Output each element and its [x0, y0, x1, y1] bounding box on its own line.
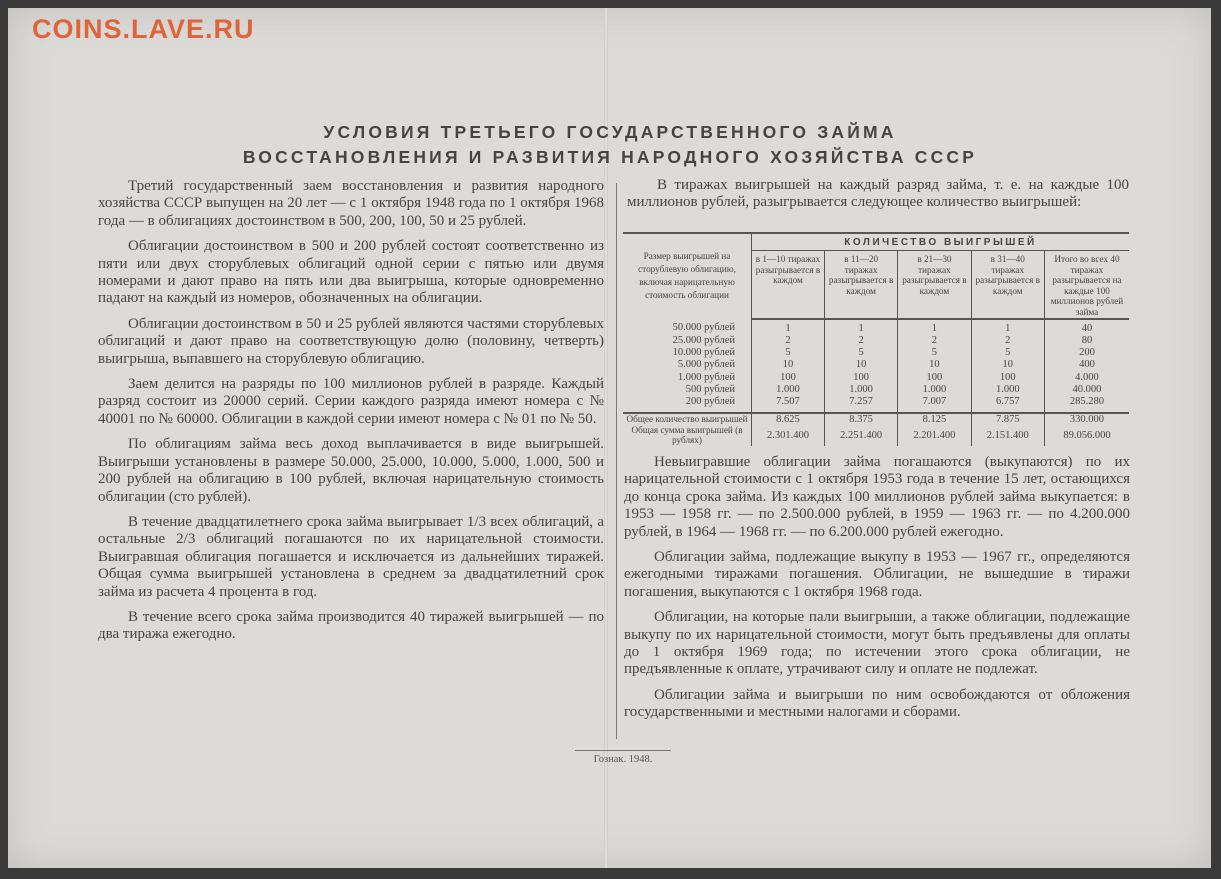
table-cell: 10 — [971, 359, 1044, 371]
table-cell: 1 — [824, 319, 897, 335]
right-column — [624, 454, 1130, 730]
table-row — [623, 335, 1129, 347]
table-cell: 4.000 — [1044, 372, 1129, 384]
table-cell: 1.000 — [824, 384, 897, 396]
table-total-row — [623, 413, 1129, 425]
total-cell: 7.875 — [971, 413, 1044, 425]
table-cell: 80 — [1044, 335, 1129, 347]
left-paragraph: В течение двадцатилетнего срока займа выигрывает 1/3 всех облигаций, а остальные 2/3 облигаций погашаются по их нарицательной стоимости. Выигравшая облигация погашается и исключается из дальнейших тиражей. Общая сумма выигрышей установлена в среднем за двадцатилетний срок займа из расчета 4 процента в год. — [98, 513, 604, 600]
table-cell: 7.257 — [824, 396, 897, 412]
table-cell: 5 — [824, 347, 897, 359]
table-cell: 40 — [1044, 319, 1129, 335]
table-cell: 1.000 — [752, 384, 825, 396]
table-cell: 100 — [971, 372, 1044, 384]
table-row — [623, 319, 1129, 335]
total-cell: 2.251.400 — [824, 425, 897, 446]
right-paragraph: Облигации займа и выигрыши по ним освобождаются от обложения государственными и местными налогами и сборами. — [624, 686, 1130, 721]
left-paragraph: Облигации достоинством в 50 и 25 рублей являются частями сторублевых облигаций и дают право на соответствующую долю (половину, четверть) выигрыша, выпавшего на сторублевую облигацию. — [98, 315, 604, 367]
table-row — [623, 384, 1129, 396]
total-cell: 8.125 — [898, 413, 971, 425]
total-cell: 2.301.400 — [752, 425, 825, 446]
table-cell: 100 — [752, 372, 825, 384]
row-label: 25.000 рублей — [672, 334, 735, 346]
table-row — [623, 396, 1129, 412]
table-subheader: Итого во всех 40 тиражах разыгрывается на каждые 100 миллионов рублей займа — [1044, 251, 1129, 319]
left-paragraph: Облигации достоинством в 500 и 200 рублей состоят соответственно из пяти или двух сторублевых облигаций одной серии с пятью или двумя номерами и дают право на пять или два выигрыша, которые одновременно падают на каждый из номеров, обозначенных на облигации. — [98, 238, 604, 307]
table-subheader: в 31—40 тиражах разыгрывается в каждом — [971, 251, 1044, 319]
table-row — [623, 347, 1129, 359]
table-cell: 2 — [824, 335, 897, 347]
table-cell: 400 — [1044, 359, 1129, 371]
total-cell: 8.625 — [752, 413, 825, 425]
table-cell: 10 — [898, 359, 971, 371]
printer-imprint: Гознак. 1948. — [575, 750, 671, 765]
table-cell: 100 — [898, 372, 971, 384]
right-paragraph: Облигации, на которые пали выигрыши, а также облигации, подлежащие выкупу по их нарицательной стоимости, могут быть предъявлены для оплаты до 1 октября 1969 года; по истечении этого срока облигации, не предъявленные к оплате, утрачивают силу и оплате не подлежат. — [624, 609, 1130, 678]
document-title-line-2: ВОССТАНОВЛЕНИЯ И РАЗВИТИЯ НАРОДНОГО ХОЗЯЙСТВА СССР — [242, 147, 978, 167]
table-header-prize-size: Размер выигрышей на сторублевую облигацию, включая нарицательную стоимость облигации — [638, 251, 736, 301]
left-paragraph: По облигациям займа весь доход выплачивается в виде выигрышей. Выигрыши установлены в размере 50.000, 25.000, 10.000, 5.000, 1.000, 500 и 200 рублей на облигацию в 100 рублей, включая нарицательную стоимость облигации (сто рублей). — [98, 436, 604, 505]
left-paragraph: Третий государственный заем восстановления и развития народного хозяйства СССР выпущен на 20 лет — с 1 октября 1948 года по 1 октября 1968 года — в облигациях достоинством в 500, 200, 100, 50 и 25 рублей. — [98, 178, 604, 229]
row-label: 1.000 рублей — [677, 371, 735, 383]
table-row — [623, 372, 1129, 384]
right-intro — [627, 177, 1129, 220]
table-row — [623, 359, 1129, 371]
table-cell: 7.507 — [752, 396, 825, 412]
right-paragraph: Облигации займа, подлежащие выкупу в 1953 — 1967 гг., определяются ежегодными тиражами погашения. Облигации, не вышедшие в тиражи погашения, выкупаются с 1 октября 1968 года. — [624, 549, 1130, 600]
document-title-line-1: УСЛОВИЯ ТРЕТЬЕГО ГОСУДАРСТВЕННОГО ЗАЙМА — [323, 122, 897, 142]
total-cell: 2.151.400 — [971, 425, 1044, 446]
table-cell: 1.000 — [971, 384, 1044, 396]
table-cell: 40.000 — [1044, 384, 1129, 396]
table-cell: 7.007 — [898, 396, 971, 412]
table-header-group: КОЛИЧЕСТВО ВЫИГРЫШЕЙ — [752, 234, 1130, 251]
right-paragraph: Невыигравшие облигации займа погашаются (выкупаются) по их нарицательной стоимости с 1 октября 1953 года в течение 15 лет, остающихся до конца срока займа. Из каждых 100 миллионов рублей займа выкупается: в 1953 — 1958 гг. — по 2.500.000 рублей, в 1959 — 1963 гг. — по 4.200.000 рублей, в 1964 — 1968 гг. — по 6.200.000 рублей ежегодно. — [624, 454, 1130, 540]
total-cell: 8.375 — [824, 413, 897, 425]
total-cell: 330.000 — [1044, 413, 1129, 425]
table-subheader: в 11—20 тиражах разыгрывается в каждом — [824, 251, 897, 319]
left-paragraph: В течение всего срока займа производится 40 тиражей выигрышей — по два тиража ежегодно. — [98, 608, 604, 643]
prize-table — [623, 232, 1129, 446]
left-column — [98, 178, 604, 652]
total-cell: 2.201.400 — [898, 425, 971, 446]
table-total-row — [623, 425, 1129, 446]
column-divider — [616, 183, 617, 739]
table-cell: 5 — [971, 347, 1044, 359]
table-cell: 285.280 — [1044, 396, 1129, 412]
table-cell: 1.000 — [898, 384, 971, 396]
table-cell: 5 — [752, 347, 825, 359]
table-subheader: в 21—30 тиражах разыгрывается в каждом — [898, 251, 971, 319]
row-label: 5.000 рублей — [677, 359, 735, 371]
total-cell: 89.056.000 — [1044, 425, 1129, 446]
table-cell: 2 — [898, 335, 971, 347]
table-cell: 1 — [898, 319, 971, 335]
table-cell: 200 — [1044, 347, 1129, 359]
row-label: 50.000 рублей — [672, 322, 735, 334]
total-label: Общая сумма выигрышей (в рублях) — [631, 424, 743, 446]
site-watermark: COINS.LAVE.RU — [32, 14, 255, 44]
right-intro-paragraph: В тиражах выигрышей на каждый разряд займа, т. е. на каждые 100 миллионов рублей, разыгрывается следующее количество выигрышей: — [627, 177, 1129, 211]
left-paragraph: Заем делится на разряды по 100 миллионов рублей в разряде. Каждый разряд состоит из 20000 серий. Серии каждого разряда имеют номера с № 40001 по № 60000. Облигации в каждой серии имеют номера с № 01 по № 50. — [98, 376, 604, 427]
row-label: 200 рублей — [685, 396, 735, 408]
table-cell: 1 — [752, 319, 825, 335]
total-label: Общее количество выигрышей — [623, 413, 752, 425]
table-cell: 100 — [824, 372, 897, 384]
table-cell: 10 — [752, 359, 825, 371]
table-cell: 5 — [898, 347, 971, 359]
table-cell: 2 — [971, 335, 1044, 347]
table-cell: 6.757 — [971, 396, 1044, 412]
row-label: 500 рублей — [685, 384, 735, 396]
row-label: 10.000 рублей — [672, 347, 735, 359]
table-cell: 2 — [752, 335, 825, 347]
table-cell: 1 — [971, 319, 1044, 335]
table-subheader: в 1—10 тиражах разыгрывается в каждом — [752, 251, 825, 319]
table-cell: 10 — [824, 359, 897, 371]
